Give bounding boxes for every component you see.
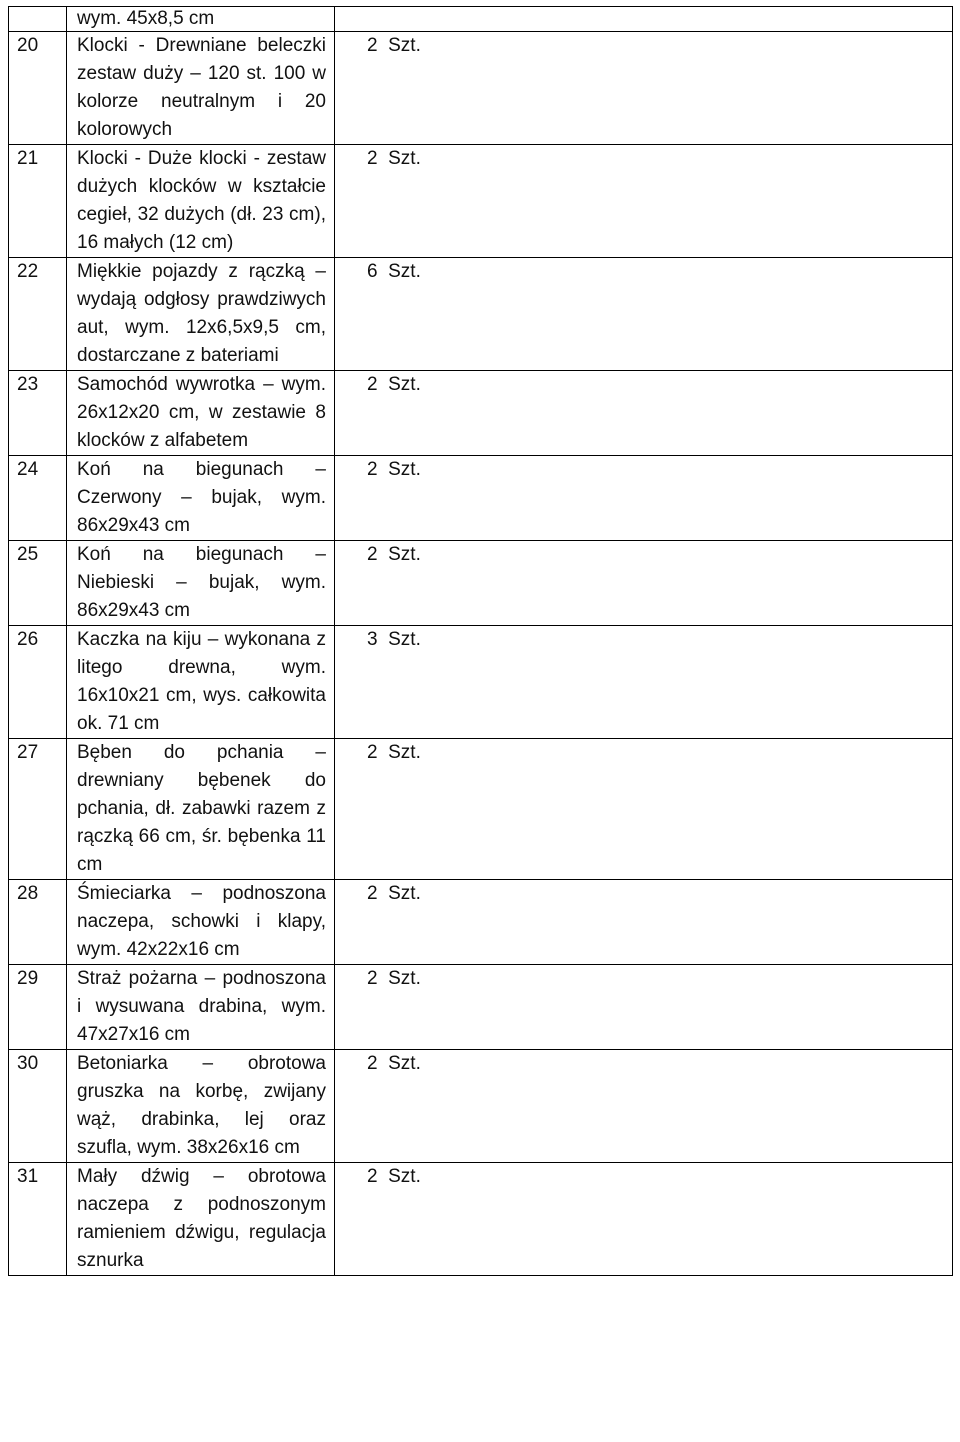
item-name-text: Samochód wywrotka – wym. 26x12x20 cm, w zestawie 8 klocków z alfabetem bbox=[77, 374, 326, 451]
item-quantity-cell: 2 Szt. bbox=[335, 371, 953, 456]
item-name-text: Koń na biegunach – Czerwony – bujak, wym. 86x29x43 cm bbox=[77, 459, 326, 536]
item-name-text: Miękkie pojazdy z rączką – wydają odgłosy prawdziwych aut, wym. 12x6,5x9,5 cm, dostarczane z bateriami bbox=[77, 261, 326, 366]
items-table bbox=[8, 6, 953, 1276]
item-name-text: Klocki - Duże klocki - zestaw dużych klocków w kształcie cegieł, 32 dużych (dł. 23 cm), 16 małych (12 cm) bbox=[77, 148, 326, 253]
item-name-cell bbox=[67, 32, 335, 145]
item-name-text: Koń na biegunach – Niebieski – bujak, wym. 86x29x43 cm bbox=[77, 544, 326, 621]
item-name-cell bbox=[67, 880, 335, 965]
item-number-cell bbox=[9, 7, 67, 32]
table-row bbox=[9, 541, 953, 626]
table-row bbox=[9, 258, 953, 371]
item-name-text: wym. 45x8,5 cm bbox=[77, 8, 215, 29]
table-row bbox=[9, 32, 953, 145]
table-row bbox=[9, 626, 953, 739]
item-name-cell bbox=[67, 1163, 335, 1276]
item-name-cell bbox=[67, 626, 335, 739]
item-number-cell: 25 bbox=[9, 541, 67, 626]
item-name-cell bbox=[67, 739, 335, 880]
item-quantity-cell: 2 Szt. bbox=[335, 1050, 953, 1163]
table-row bbox=[9, 1050, 953, 1163]
table-row bbox=[9, 1163, 953, 1276]
table-row bbox=[9, 456, 953, 541]
table-row bbox=[9, 965, 953, 1050]
items-table-body bbox=[9, 7, 953, 1276]
item-name-text: Betoniarka – obrotowa gruszka na korbę, zwijany wąż, drabinka, lej oraz szufla, wym. 38x26x16 cm bbox=[77, 1053, 326, 1158]
item-name-cell bbox=[67, 1050, 335, 1163]
item-number-cell: 31 bbox=[9, 1163, 67, 1276]
item-number-cell: 27 bbox=[9, 739, 67, 880]
item-name-text: Straż pożarna – podnoszona i wysuwana drabina, wym. 47x27x16 cm bbox=[77, 968, 326, 1045]
item-name-text: Bęben do pchania – drewniany bębenek do pchania, dł. zabawki razem z rączką 66 cm, śr. bębenka 11 cm bbox=[77, 742, 326, 875]
item-name-cell bbox=[67, 965, 335, 1050]
item-name-cell bbox=[67, 258, 335, 371]
table-row bbox=[9, 371, 953, 456]
item-number-cell: 26 bbox=[9, 626, 67, 739]
item-quantity-cell: 2 Szt. bbox=[335, 145, 953, 258]
item-quantity-cell: 6 Szt. bbox=[335, 258, 953, 371]
table-row bbox=[9, 739, 953, 880]
item-name-cell bbox=[67, 145, 335, 258]
item-name-text: Mały dźwig – obrotowa naczepa z podnoszonym ramieniem dźwigu, regulacja sznurka bbox=[77, 1166, 326, 1271]
item-quantity-cell: 2 Szt. bbox=[335, 1163, 953, 1276]
item-name-cell bbox=[67, 7, 335, 32]
item-number-cell: 30 bbox=[9, 1050, 67, 1163]
item-quantity-cell: 2 Szt. bbox=[335, 32, 953, 145]
item-name-text: Kaczka na kiju – wykonana z litego drewna, wym. 16x10x21 cm, wys. całkowita ok. 71 cm bbox=[77, 629, 326, 734]
item-number-cell: 21 bbox=[9, 145, 67, 258]
item-name-cell bbox=[67, 541, 335, 626]
specification-sheet bbox=[8, 6, 953, 1276]
table-row bbox=[9, 145, 953, 258]
item-number-cell: 29 bbox=[9, 965, 67, 1050]
item-number-cell: 24 bbox=[9, 456, 67, 541]
item-name-text: Śmieciarka – podnoszona naczepa, schowki i klapy, wym. 42x22x16 cm bbox=[77, 883, 326, 960]
table-row bbox=[9, 880, 953, 965]
item-quantity-cell: 2 Szt. bbox=[335, 965, 953, 1050]
item-number-cell: 23 bbox=[9, 371, 67, 456]
item-number-cell: 22 bbox=[9, 258, 67, 371]
item-quantity-cell: 2 Szt. bbox=[335, 739, 953, 880]
item-quantity-cell bbox=[335, 7, 953, 32]
item-number-cell: 20 bbox=[9, 32, 67, 145]
item-quantity-cell: 2 Szt. bbox=[335, 541, 953, 626]
item-name-cell bbox=[67, 456, 335, 541]
item-number-cell: 28 bbox=[9, 880, 67, 965]
table-row-continuation bbox=[9, 7, 953, 32]
item-quantity-cell: 3 Szt. bbox=[335, 626, 953, 739]
item-quantity-cell: 2 Szt. bbox=[335, 456, 953, 541]
item-name-cell bbox=[67, 371, 335, 456]
item-quantity-cell: 2 Szt. bbox=[335, 880, 953, 965]
item-name-text: Klocki - Drewniane beleczki zestaw duży – 120 st. 100 w kolorze neutralnym i 20 kolorowych bbox=[77, 35, 326, 140]
